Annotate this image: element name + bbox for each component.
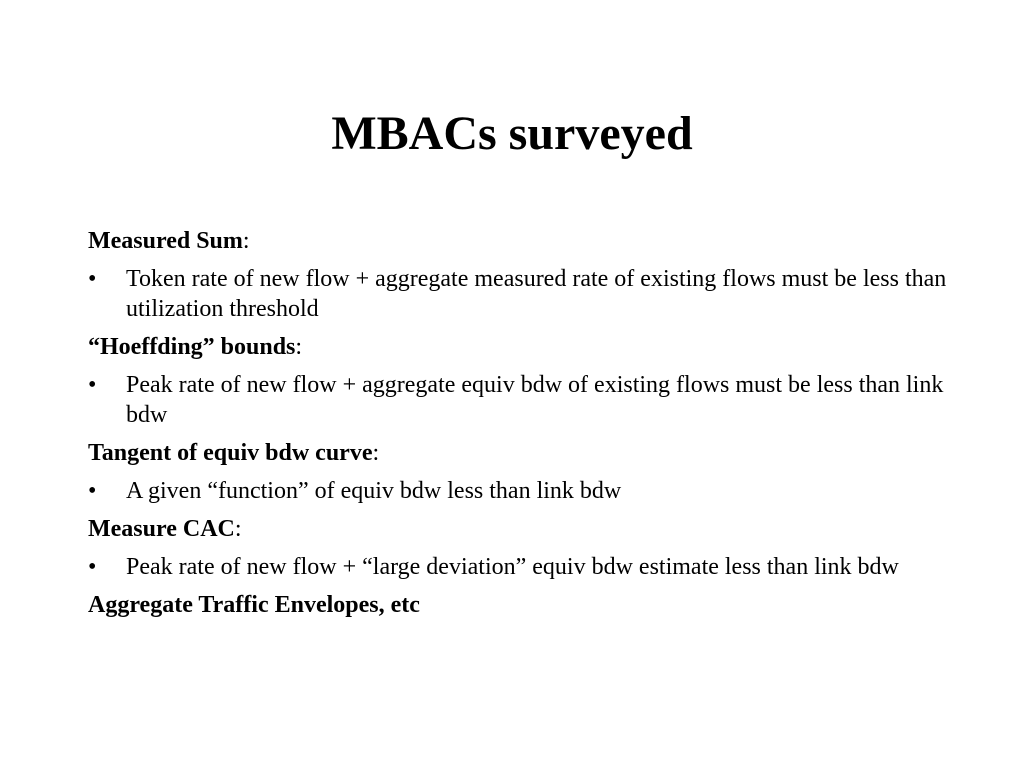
bullet-dot: •: [88, 478, 97, 504]
bullet-text: Token rate of new flow + aggregate measured rate of existing flows must be less than utilization threshold: [126, 266, 947, 322]
section-heading-hoeffding-bounds: [88, 332, 958, 362]
bullet-item: [88, 370, 958, 430]
heading-text: Aggregate Traffic Envelopes, etc: [88, 592, 420, 618]
heading-suffix: :: [372, 440, 380, 466]
section-heading-aggregate-traffic-envelopes: [88, 590, 958, 620]
heading-suffix: :: [295, 334, 303, 360]
heading-suffix: :: [242, 228, 250, 254]
section-heading-measured-sum: [88, 226, 958, 256]
heading-suffix: :: [234, 516, 242, 542]
bullet-text: Peak rate of new flow + aggregate equiv bdw of existing flows must be less than link bdw: [126, 372, 944, 428]
bullet-item: [88, 264, 958, 324]
heading-text: Measured Sum: [88, 228, 243, 254]
bullet-dot: •: [88, 372, 97, 398]
heading-text: Tangent of equiv bdw curve: [88, 440, 373, 466]
bullet-dot: •: [88, 266, 97, 292]
heading-text: Measure CAC: [88, 516, 235, 542]
slide-content: [88, 226, 958, 628]
bullet-text: Peak rate of new flow + “large deviation” equiv bdw estimate less than link bdw: [126, 554, 899, 580]
section-heading-measure-cac: [88, 514, 958, 544]
section-heading-tangent-equiv-bdw: [88, 438, 958, 468]
bullet-item: [88, 476, 958, 506]
heading-text: “Hoeffding” bounds: [88, 334, 296, 360]
slide-title: MBACs surveyed: [331, 107, 693, 160]
bullet-dot: •: [88, 554, 97, 580]
bullet-item: [88, 552, 958, 582]
bullet-text: A given “function” of equiv bdw less than link bdw: [126, 478, 622, 504]
